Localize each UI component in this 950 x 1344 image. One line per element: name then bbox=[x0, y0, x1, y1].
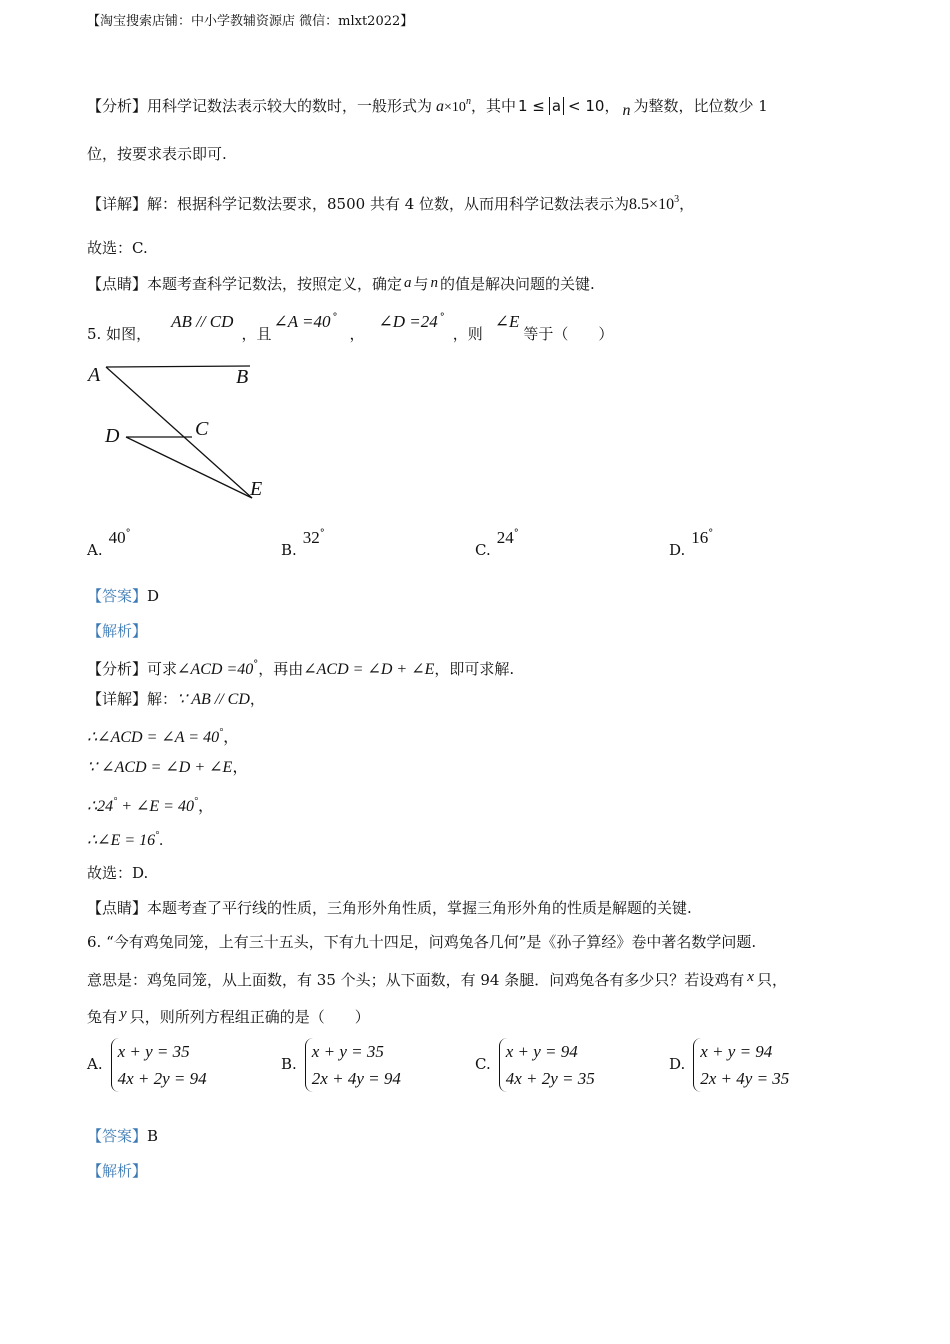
q5-step-1: ∴∠ACD = ∠A = 40°， bbox=[87, 727, 240, 746]
label-b: B bbox=[236, 366, 249, 388]
q5-detail: 【详解】解：∵ AB // CD， bbox=[87, 690, 265, 708]
label-d: D bbox=[105, 425, 120, 447]
q5-option-b: B.32° bbox=[281, 528, 325, 559]
q6-stem-line2: 意思是：鸡兔同笼，从上面数，有 35 个头；从下面数，有 94 条腿．问鸡兔各有多少只？若设鸡有 x 只， bbox=[87, 969, 787, 989]
q4-comment: 【点睛】本题考查科学记数法，按照定义，确定 a 与 n 的值是解决问题的关键. bbox=[87, 275, 595, 293]
segment-de bbox=[126, 437, 252, 498]
geometry-figure bbox=[80, 355, 300, 510]
q5-comment: 【点睛】本题考查了平行线的性质，三角形外角性质，掌握三角形外角的性质是解题的关键. bbox=[87, 899, 692, 917]
segment-ae bbox=[106, 367, 252, 498]
q6-option-a: A. x + y = 35 4x + 2y = 94 bbox=[87, 1038, 207, 1092]
q5-analysis: 【分析】可求∠ACD =40°，再由∠ACD = ∠D + ∠E，即可求解. bbox=[87, 659, 515, 678]
q6-explain-tag: 【解析】 bbox=[87, 1162, 148, 1180]
q6-option-b: B. x + y = 35 2x + 4y = 94 bbox=[281, 1038, 401, 1092]
q6-stem-line3: 兔有 y 只，则所列方程组正确的是（ ） bbox=[87, 1006, 370, 1026]
q5-step-2: ∵ ∠ACD = ∠D + ∠E， bbox=[87, 759, 249, 776]
label-c: C bbox=[195, 418, 209, 440]
q5-step-4: ∴∠E = 16°. bbox=[87, 830, 164, 849]
q5-stem: 5. 如图，AB // CD，且∠A =40 °，∠D =24 °，则∠E等于（ ） bbox=[87, 312, 614, 343]
q4-analysis-line1: 【分析】用科学记数法表示较大的数时，一般形式为 $a\times 10^n$，其中 1 ≤ a < 10， n 为整数，比位数少 1 bbox=[87, 96, 768, 119]
label-e: E bbox=[250, 478, 263, 500]
page-header: 【淘宝搜索店铺：中小学教辅资源店 微信：mlxt2022】 bbox=[87, 14, 414, 29]
q5-option-c: C.24° bbox=[475, 528, 519, 559]
analysis-tag: 【分析】 bbox=[87, 97, 148, 115]
q4-analysis-line2: 位，按要求表示即可. bbox=[87, 145, 227, 163]
label-a: A bbox=[88, 364, 101, 386]
q4-detail: 【详解】解：根据科学记数法要求，8500 共有 4 位数，从而用科学记数法表示为$8.5\times 10^3$， bbox=[87, 194, 695, 213]
q6-option-d: D. x + y = 94 2x + 4y = 35 bbox=[669, 1038, 789, 1092]
q5-option-a: A.40° bbox=[87, 528, 131, 559]
q6-stem-line1: 6. “今有鸡兔同笼，上有三十五头，下有九十四足，问鸡兔各几何”是《孙子算经》卷中著名数学问题. bbox=[87, 933, 757, 951]
q6-option-c: C. x + y = 94 4x + 2y = 35 bbox=[475, 1038, 595, 1092]
segment-ab bbox=[106, 366, 250, 367]
q5-explain-tag: 【解析】 bbox=[87, 622, 148, 640]
q5-step-3: ∴24° + ∠E = 40°， bbox=[87, 796, 214, 815]
q5-option-d: D.16° bbox=[669, 528, 714, 559]
q5-choice: 故选：D. bbox=[87, 864, 149, 882]
q4-choice: 故选：C. bbox=[87, 239, 148, 257]
q6-answer: 【答案】B bbox=[87, 1127, 159, 1145]
q5-answer: 【答案】D bbox=[87, 587, 160, 605]
